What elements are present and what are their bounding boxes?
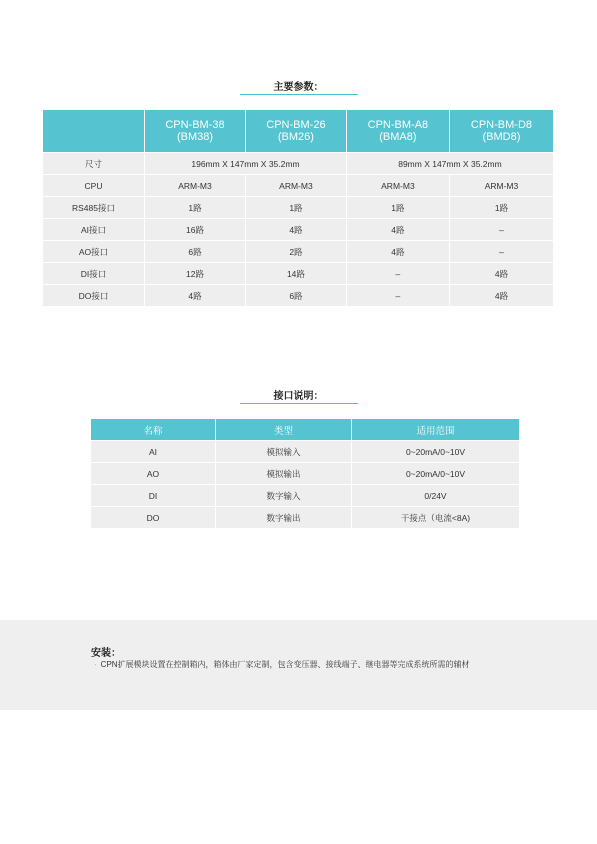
table-cell: – bbox=[347, 263, 449, 284]
table-cell: 干接点（电流<8A) bbox=[352, 507, 519, 528]
table-cell: 0~20mA/0~10V bbox=[352, 441, 519, 462]
table-cell: 4路 bbox=[246, 219, 346, 240]
table-cell: 4路 bbox=[347, 219, 449, 240]
ports-table bbox=[90, 418, 520, 529]
row-label: AI接口 bbox=[43, 219, 144, 240]
table-cell: 数字输入 bbox=[216, 485, 351, 506]
table-cell: 12路 bbox=[145, 263, 245, 284]
section-underline bbox=[240, 94, 358, 95]
table-row bbox=[43, 153, 553, 174]
table-cell: 4路 bbox=[450, 285, 553, 306]
table-cell: 4路 bbox=[145, 285, 245, 306]
table-cell: ARM-M3 bbox=[145, 175, 245, 196]
row-label: CPU bbox=[43, 175, 144, 196]
table-cell: AI bbox=[91, 441, 215, 462]
header-model: CPN-BM-A8 (BMA8) bbox=[347, 110, 449, 152]
table-cell: – bbox=[450, 219, 553, 240]
specs-table bbox=[42, 109, 554, 307]
table-cell: DO bbox=[91, 507, 215, 528]
table-cell: 4路 bbox=[347, 241, 449, 262]
row-label: DI接口 bbox=[43, 263, 144, 284]
header-model: CPN-BM-D8 (BMD8) bbox=[450, 110, 553, 152]
table-row bbox=[91, 463, 519, 484]
table-row bbox=[43, 241, 553, 262]
install-section bbox=[0, 620, 597, 710]
table-row bbox=[43, 285, 553, 306]
table-row bbox=[43, 219, 553, 240]
section-underline bbox=[240, 403, 358, 404]
table-cell: 1路 bbox=[145, 197, 245, 218]
table-cell: 2路 bbox=[246, 241, 346, 262]
table-row bbox=[43, 197, 553, 218]
table-cell: AO bbox=[91, 463, 215, 484]
table-cell: 模拟输出 bbox=[216, 463, 351, 484]
bullet-icon: · bbox=[94, 660, 97, 669]
table-row bbox=[91, 507, 519, 528]
table-cell: 1路 bbox=[347, 197, 449, 218]
header-model: CPN-BM-38 (BM38) bbox=[145, 110, 245, 152]
header-name: 名称 bbox=[91, 419, 215, 440]
row-label: 尺寸 bbox=[43, 153, 144, 174]
table-cell: 6路 bbox=[145, 241, 245, 262]
table-cell: 14路 bbox=[246, 263, 346, 284]
table-cell: ARM-M3 bbox=[246, 175, 346, 196]
table-row bbox=[43, 263, 553, 284]
table-header-row bbox=[91, 419, 519, 440]
table-cell: ARM-M3 bbox=[450, 175, 553, 196]
table-cell: 数字输出 bbox=[216, 507, 351, 528]
table-cell: DI bbox=[91, 485, 215, 506]
table-cell: 1路 bbox=[246, 197, 346, 218]
table-cell: 模拟输入 bbox=[216, 441, 351, 462]
install-title: 安装： bbox=[91, 648, 121, 659]
table-cell: 0~20mA/0~10V bbox=[352, 463, 519, 484]
row-label: AO接口 bbox=[43, 241, 144, 262]
header-range: 适用范围 bbox=[352, 419, 519, 440]
install-text: CPN扩展模块设置在控制箱内，箱体由厂家定制，包含变压器、接线端子、继电器等完成系统所需的辅材 bbox=[100, 660, 470, 669]
table-cell: 196mm X 147mm X 35.2mm bbox=[145, 153, 346, 174]
table-cell: 1路 bbox=[450, 197, 553, 218]
table-row bbox=[43, 175, 553, 196]
section-title-ports: 接口说明： bbox=[273, 391, 324, 402]
install-list-item bbox=[94, 659, 470, 670]
header-blank-cell bbox=[43, 110, 144, 152]
table-header-row bbox=[43, 110, 553, 152]
table-cell: 0/24V bbox=[352, 485, 519, 506]
header-type: 类型 bbox=[216, 419, 351, 440]
row-label: RS485接口 bbox=[43, 197, 144, 218]
row-label: DO接口 bbox=[43, 285, 144, 306]
table-row bbox=[91, 441, 519, 462]
table-cell: ARM-M3 bbox=[347, 175, 449, 196]
table-cell: 16路 bbox=[145, 219, 245, 240]
table-cell: 89mm X 147mm X 35.2mm bbox=[347, 153, 553, 174]
header-model: CPN-BM-26 (BM26) bbox=[246, 110, 346, 152]
section-title-specs: 主要参数： bbox=[273, 82, 324, 93]
table-cell: 4路 bbox=[450, 263, 553, 284]
table-cell: 6路 bbox=[246, 285, 346, 306]
table-cell: – bbox=[450, 241, 553, 262]
table-cell: – bbox=[347, 285, 449, 306]
table-row bbox=[91, 485, 519, 506]
